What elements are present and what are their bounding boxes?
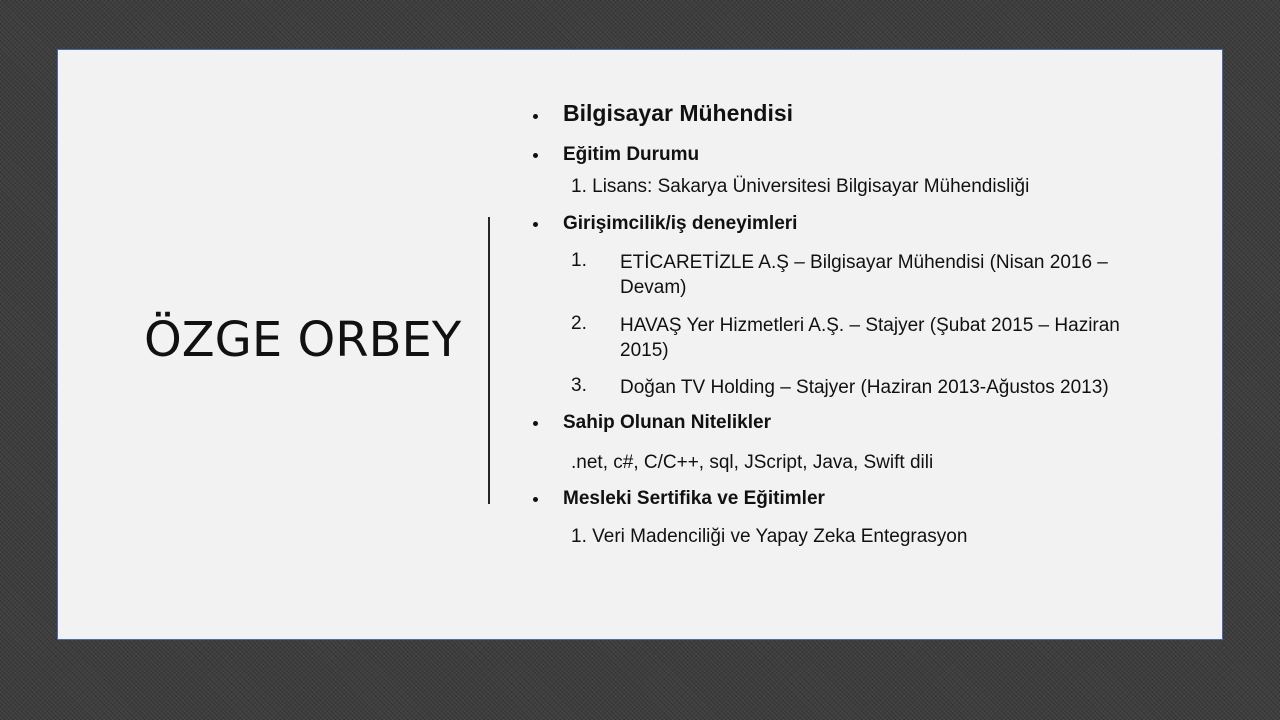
education-item: 1. Lisans: Sakarya Üniversitesi Bilgisayar Mühendisliği <box>571 176 1030 197</box>
item-number: 1. <box>571 250 587 271</box>
name-title: ÖZGE ORBEY <box>144 312 462 368</box>
bullet-icon <box>533 114 538 119</box>
skills-item: .net, c#, C/C++, sql, JScript, Java, Swift dili <box>571 452 934 473</box>
bullet-icon <box>533 421 538 426</box>
item-number: 3. <box>571 375 587 396</box>
item-text: HAVAŞ Yer Hizmetleri A.Ş. – Stajyer (Şubat 2015 – Haziran 2015) <box>620 315 1120 361</box>
certificate-item: 1. Veri Madenciliği ve Yapay Zeka Entegrasyon <box>571 526 968 547</box>
bullet-icon <box>533 153 538 158</box>
bullet-icon <box>533 497 538 502</box>
content-list <box>528 50 1188 639</box>
section-heading: Bilgisayar Mühendisi <box>563 100 794 126</box>
section-heading: Mesleki Sertifika ve Eğitimler <box>563 488 825 509</box>
item-text: ETİCARETİZLE A.Ş – Bilgisayar Mühendisi (Nisan 2016 – Devam) <box>620 252 1108 298</box>
item-number: 2. <box>571 313 587 334</box>
slide <box>57 49 1223 640</box>
item-text: Doğan TV Holding – Stajyer (Haziran 2013-Ağustos 2013) <box>620 377 1109 398</box>
vertical-divider <box>488 217 490 504</box>
section-heading: Girişimcilik/iş deneyimleri <box>563 213 798 234</box>
section-heading: Eğitim Durumu <box>563 144 700 165</box>
section-heading: Sahip Olunan Nitelikler <box>563 412 771 433</box>
bullet-icon <box>533 222 538 227</box>
